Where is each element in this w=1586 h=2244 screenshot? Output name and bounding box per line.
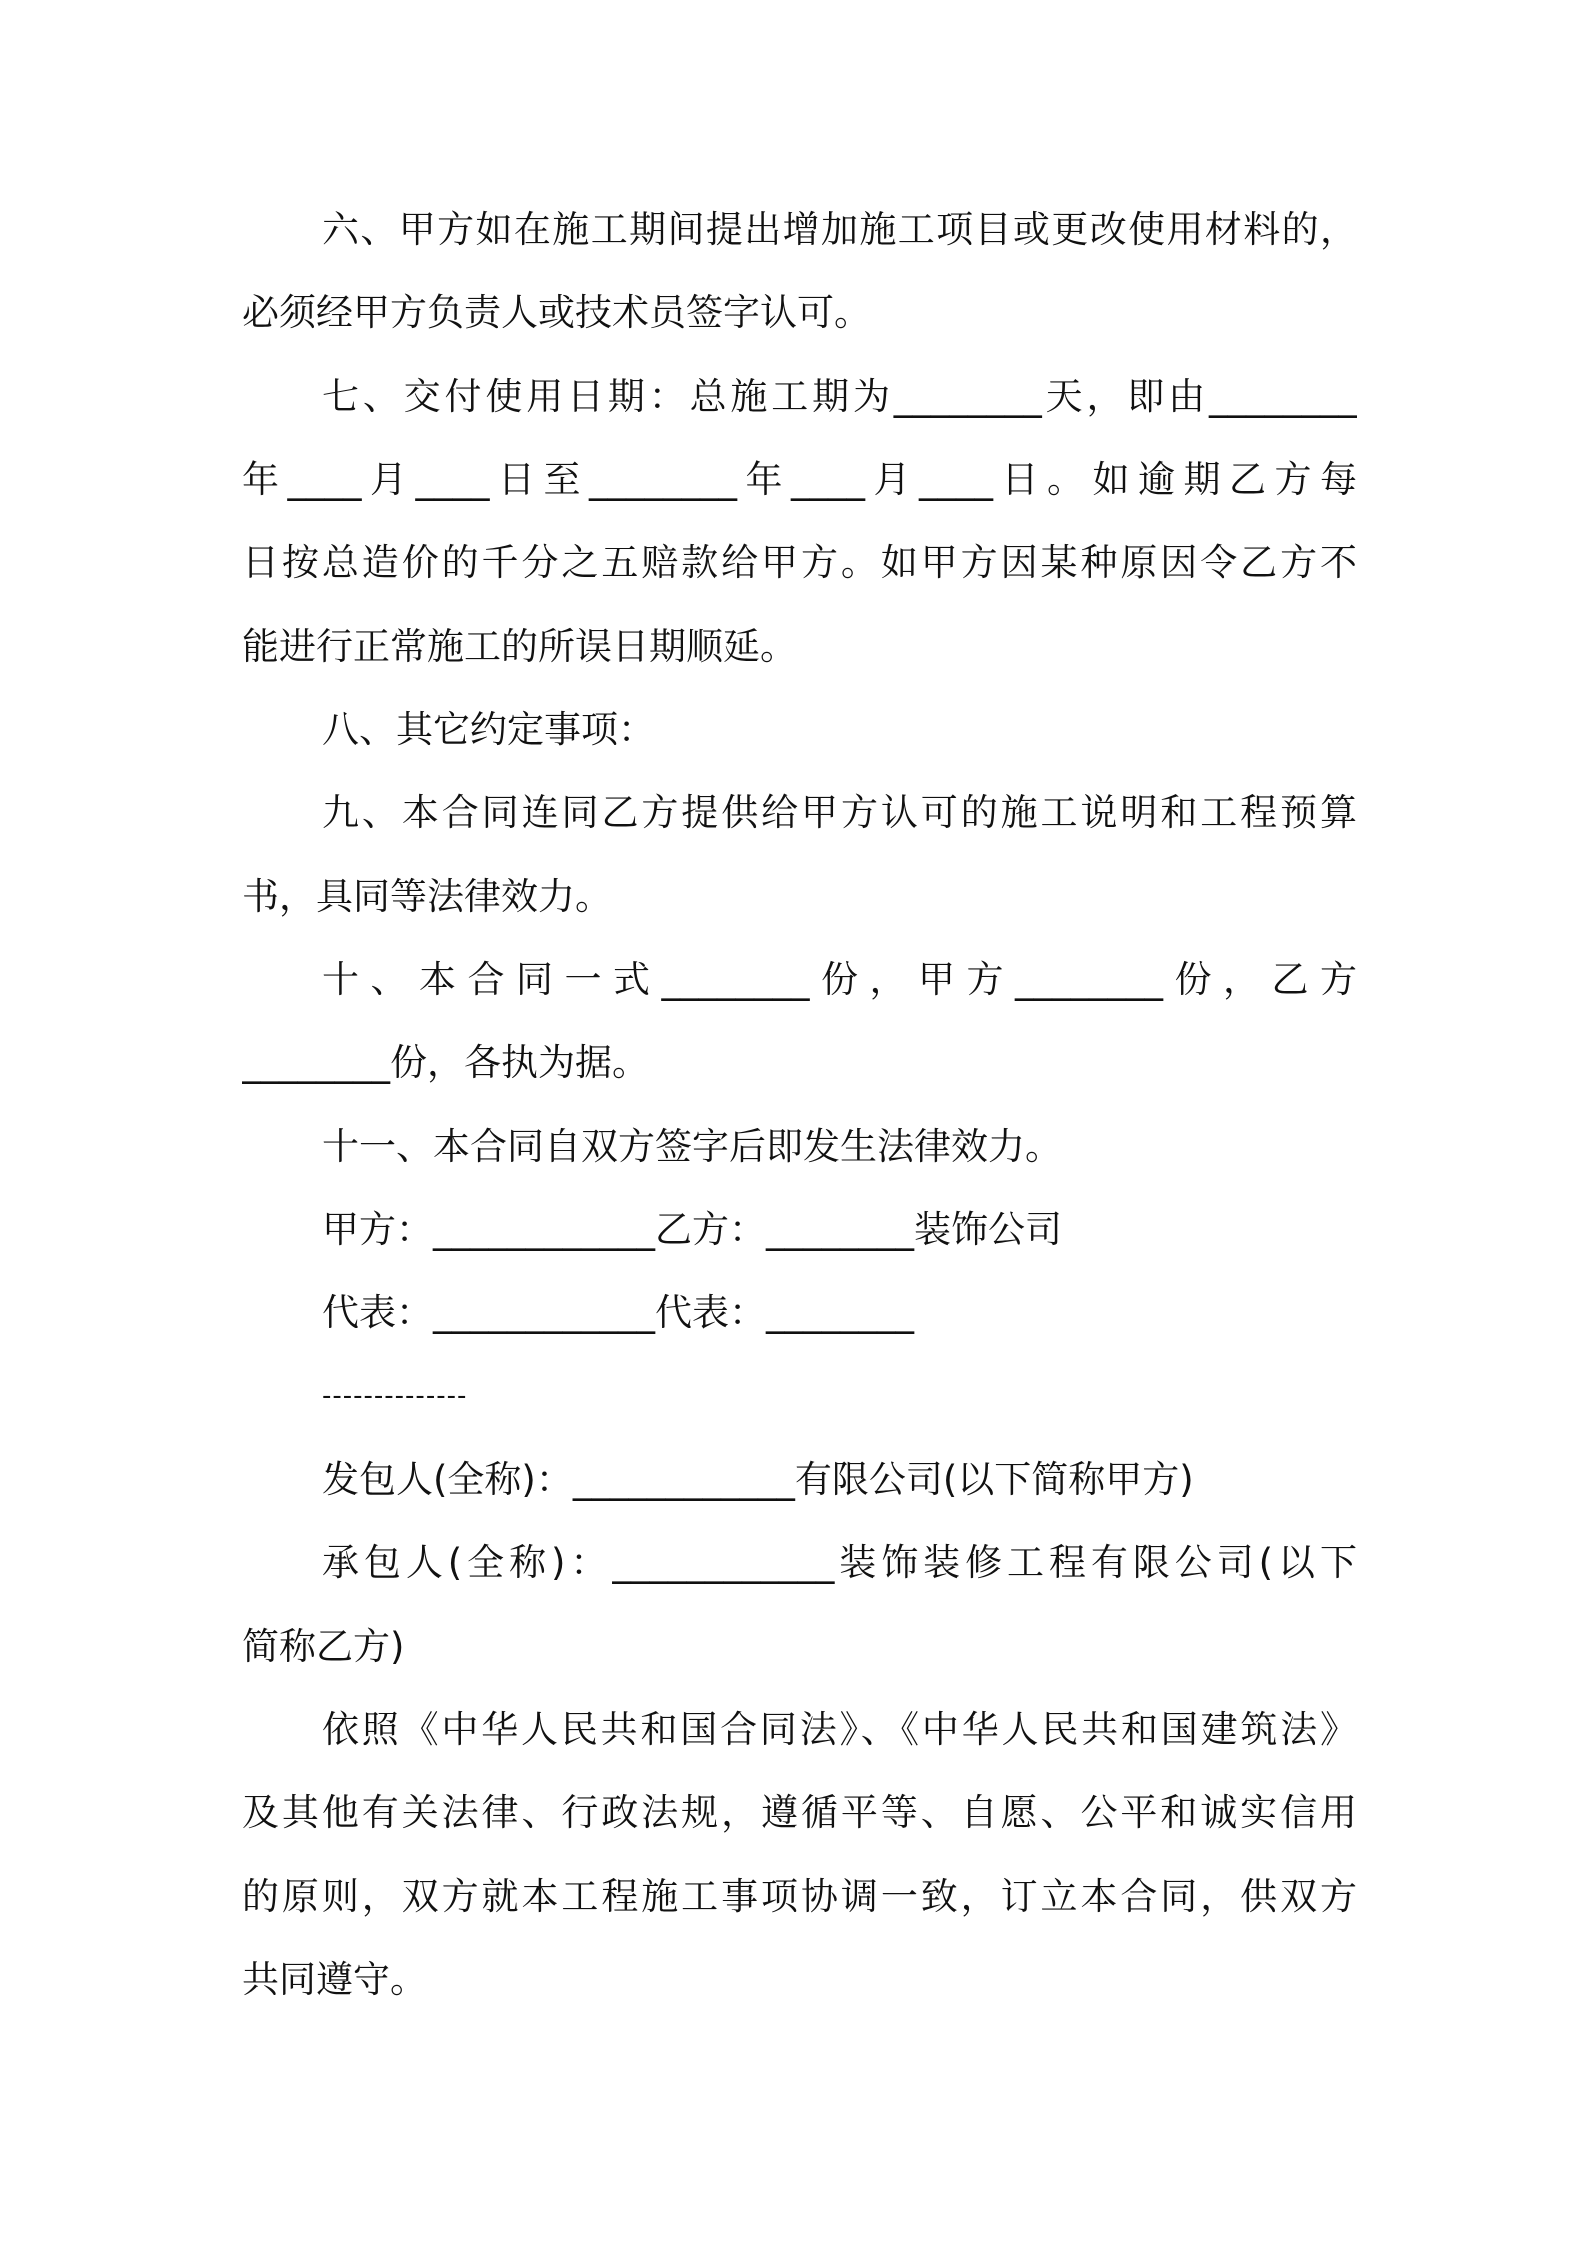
preamble-line-3: 的原则，双方就本工程施工事项协调一致，订立本合同，供双方 — [242, 1875, 1357, 1918]
clause-9-line-2: 书，具同等法律效力。 — [242, 875, 612, 918]
employer-line: 发包人(全称)：____________有限公司(以下简称甲方) — [322, 1458, 1194, 1501]
preamble-line-4: 共同遵守。 — [242, 1958, 427, 2001]
clause-8: 八、其它约定事项： — [322, 708, 655, 751]
clause-10-line-1: 十、本合同一式________份，甲方________份，乙方 — [322, 958, 1357, 1001]
preamble-line-1: 依照《中华人民共和国合同法》、《中华人民共和国建筑法》 — [322, 1708, 1357, 1751]
clause-10-line-2: ________份，各执为据。 — [242, 1041, 649, 1084]
clause-6-line-1: 六、甲方如在施工期间提出增加施工项目或更改使用材料的， — [322, 208, 1357, 251]
clause-6-line-2: 必须经甲方负责人或技术员签字认可。 — [242, 291, 871, 334]
clause-7-line-4: 能进行正常施工的所误日期顺延。 — [242, 625, 797, 668]
contractor-line-2: 简称乙方) — [242, 1625, 405, 1668]
clause-7-line-2: 年____月____日至________年____月____日。如逾期乙方每 — [242, 458, 1357, 501]
preamble-line-2: 及其他有关法律、行政法规，遵循平等、自愿、公平和诚实信用 — [242, 1791, 1357, 1834]
clause-11: 十一、本合同自双方签字后即发生法律效力。 — [322, 1125, 1062, 1168]
clause-7-line-1: 七、交付使用日期：总施工期为________天，即由________ — [322, 375, 1357, 418]
clause-7-line-3: 日按总造价的千分之五赔款给甲方。如甲方因某种原因令乙方不 — [242, 541, 1357, 584]
clause-9-line-1: 九、本合同连同乙方提供给甲方认可的施工说明和工程预算 — [322, 791, 1357, 834]
section-separator: -------------- — [322, 1381, 468, 1411]
signature-representatives: 代表：____________代表：________ — [322, 1291, 914, 1334]
signature-party-a-b: 甲方：____________乙方：________装饰公司 — [322, 1208, 1062, 1251]
contractor-line-1: 承包人(全称)：____________装饰装修工程有限公司(以下 — [322, 1541, 1357, 1584]
